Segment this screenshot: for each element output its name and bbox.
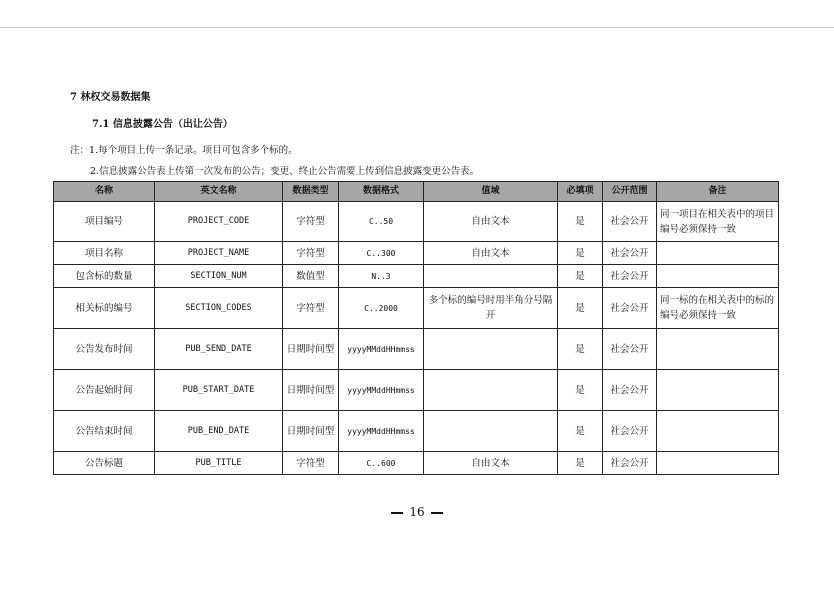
cell-remark	[657, 452, 779, 475]
column-header: 公开范围	[603, 182, 657, 202]
cell-value-domain: 自由文本	[424, 202, 558, 242]
cell-visibility: 社会公开	[603, 265, 657, 288]
cell-required: 是	[558, 411, 603, 452]
cell-required: 是	[558, 265, 603, 288]
column-header: 必填项	[558, 182, 603, 202]
cell-english-name: PUB_TITLE	[155, 452, 283, 475]
cell-name: 相关标的编号	[54, 288, 155, 329]
cell-remark	[657, 411, 779, 452]
cell-data-format: C..2000	[339, 288, 424, 329]
cell-data-format: C..600	[339, 452, 424, 475]
table-row	[54, 370, 779, 411]
cell-data-type: 字符型	[283, 202, 339, 242]
column-header: 名称	[54, 182, 155, 202]
cell-data-format: C..300	[339, 242, 424, 265]
table-row	[54, 288, 779, 329]
table-header-row	[54, 182, 779, 202]
cell-value-domain	[424, 370, 558, 411]
table-row	[54, 265, 779, 288]
cell-value-domain: 自由文本	[424, 242, 558, 265]
cell-required: 是	[558, 329, 603, 370]
cell-name: 项目编号	[54, 202, 155, 242]
cell-visibility: 社会公开	[603, 202, 657, 242]
cell-visibility: 社会公开	[603, 370, 657, 411]
cell-value-domain: 自由文本	[424, 452, 558, 475]
table-row	[54, 329, 779, 370]
footer-dash-right	[431, 512, 443, 514]
cell-data-type: 字符型	[283, 242, 339, 265]
note-line-2: 2.信息披露公告表上传第一次发布的公告；变更、终止公告需要上传到信息披露变更公告表。	[90, 166, 480, 177]
cell-value-domain	[424, 265, 558, 288]
column-header: 英文名称	[155, 182, 283, 202]
cell-data-format: yyyyMMddHHmmss	[339, 329, 424, 370]
column-header: 值域	[424, 182, 558, 202]
cell-visibility: 社会公开	[603, 452, 657, 475]
cell-remark: 同一标的在相关表中的标的编号必须保持一致	[657, 288, 779, 329]
table-row	[54, 202, 779, 242]
cell-english-name: SECTION_NUM	[155, 265, 283, 288]
cell-required: 是	[558, 242, 603, 265]
cell-remark	[657, 265, 779, 288]
cell-value-domain	[424, 411, 558, 452]
cell-name: 公告发布时间	[54, 329, 155, 370]
cell-data-type: 字符型	[283, 288, 339, 329]
footer-dash-left	[391, 512, 403, 514]
cell-name: 公告标题	[54, 452, 155, 475]
table-row	[54, 411, 779, 452]
cell-data-format: yyyyMMddHHmmss	[339, 411, 424, 452]
column-header: 备注	[657, 182, 779, 202]
cell-name: 项目名称	[54, 242, 155, 265]
column-header: 数据格式	[339, 182, 424, 202]
cell-visibility: 社会公开	[603, 411, 657, 452]
cell-data-type: 字符型	[283, 452, 339, 475]
cell-remark	[657, 242, 779, 265]
cell-data-type: 日期时间型	[283, 411, 339, 452]
cell-visibility: 社会公开	[603, 288, 657, 329]
cell-required: 是	[558, 452, 603, 475]
cell-english-name: PUB_START_DATE	[155, 370, 283, 411]
cell-value-domain: 多个标的编号时用半角分号隔开	[424, 288, 558, 329]
cell-english-name: SECTION_CODES	[155, 288, 283, 329]
page-footer	[0, 505, 834, 519]
column-header: 数据类型	[283, 182, 339, 202]
cell-english-name: PROJECT_CODE	[155, 202, 283, 242]
cell-name: 公告结束时间	[54, 411, 155, 452]
cell-data-format: C..50	[339, 202, 424, 242]
section-heading: 7 林权交易数据集	[70, 92, 151, 103]
cell-data-type: 日期时间型	[283, 370, 339, 411]
table-row	[54, 242, 779, 265]
cell-english-name: PUB_SEND_DATE	[155, 329, 283, 370]
cell-name: 公告起始时间	[54, 370, 155, 411]
cell-data-format: N..3	[339, 265, 424, 288]
cell-visibility: 社会公开	[603, 329, 657, 370]
cell-remark: 同一项目在相关表中的项目编号必须保持一致	[657, 202, 779, 242]
cell-required: 是	[558, 202, 603, 242]
cell-required: 是	[558, 370, 603, 411]
cell-remark	[657, 329, 779, 370]
data-spec-table	[53, 181, 779, 475]
table-row	[54, 452, 779, 475]
page-number: 16	[409, 505, 425, 519]
cell-data-format: yyyyMMddHHmmss	[339, 370, 424, 411]
cell-data-type: 日期时间型	[283, 329, 339, 370]
cell-required: 是	[558, 288, 603, 329]
subsection-heading: 7.1 信息披露公告（出让公告）	[92, 119, 233, 130]
cell-name: 包含标的数量	[54, 265, 155, 288]
cell-value-domain	[424, 329, 558, 370]
cell-visibility: 社会公开	[603, 242, 657, 265]
cell-english-name: PUB_END_DATE	[155, 411, 283, 452]
note-line-1: 注：1.每个项目上传一条记录。项目可包含多个标的。	[70, 145, 298, 156]
cell-data-type: 数值型	[283, 265, 339, 288]
header-rule	[0, 27, 834, 28]
cell-english-name: PROJECT_NAME	[155, 242, 283, 265]
cell-remark	[657, 370, 779, 411]
